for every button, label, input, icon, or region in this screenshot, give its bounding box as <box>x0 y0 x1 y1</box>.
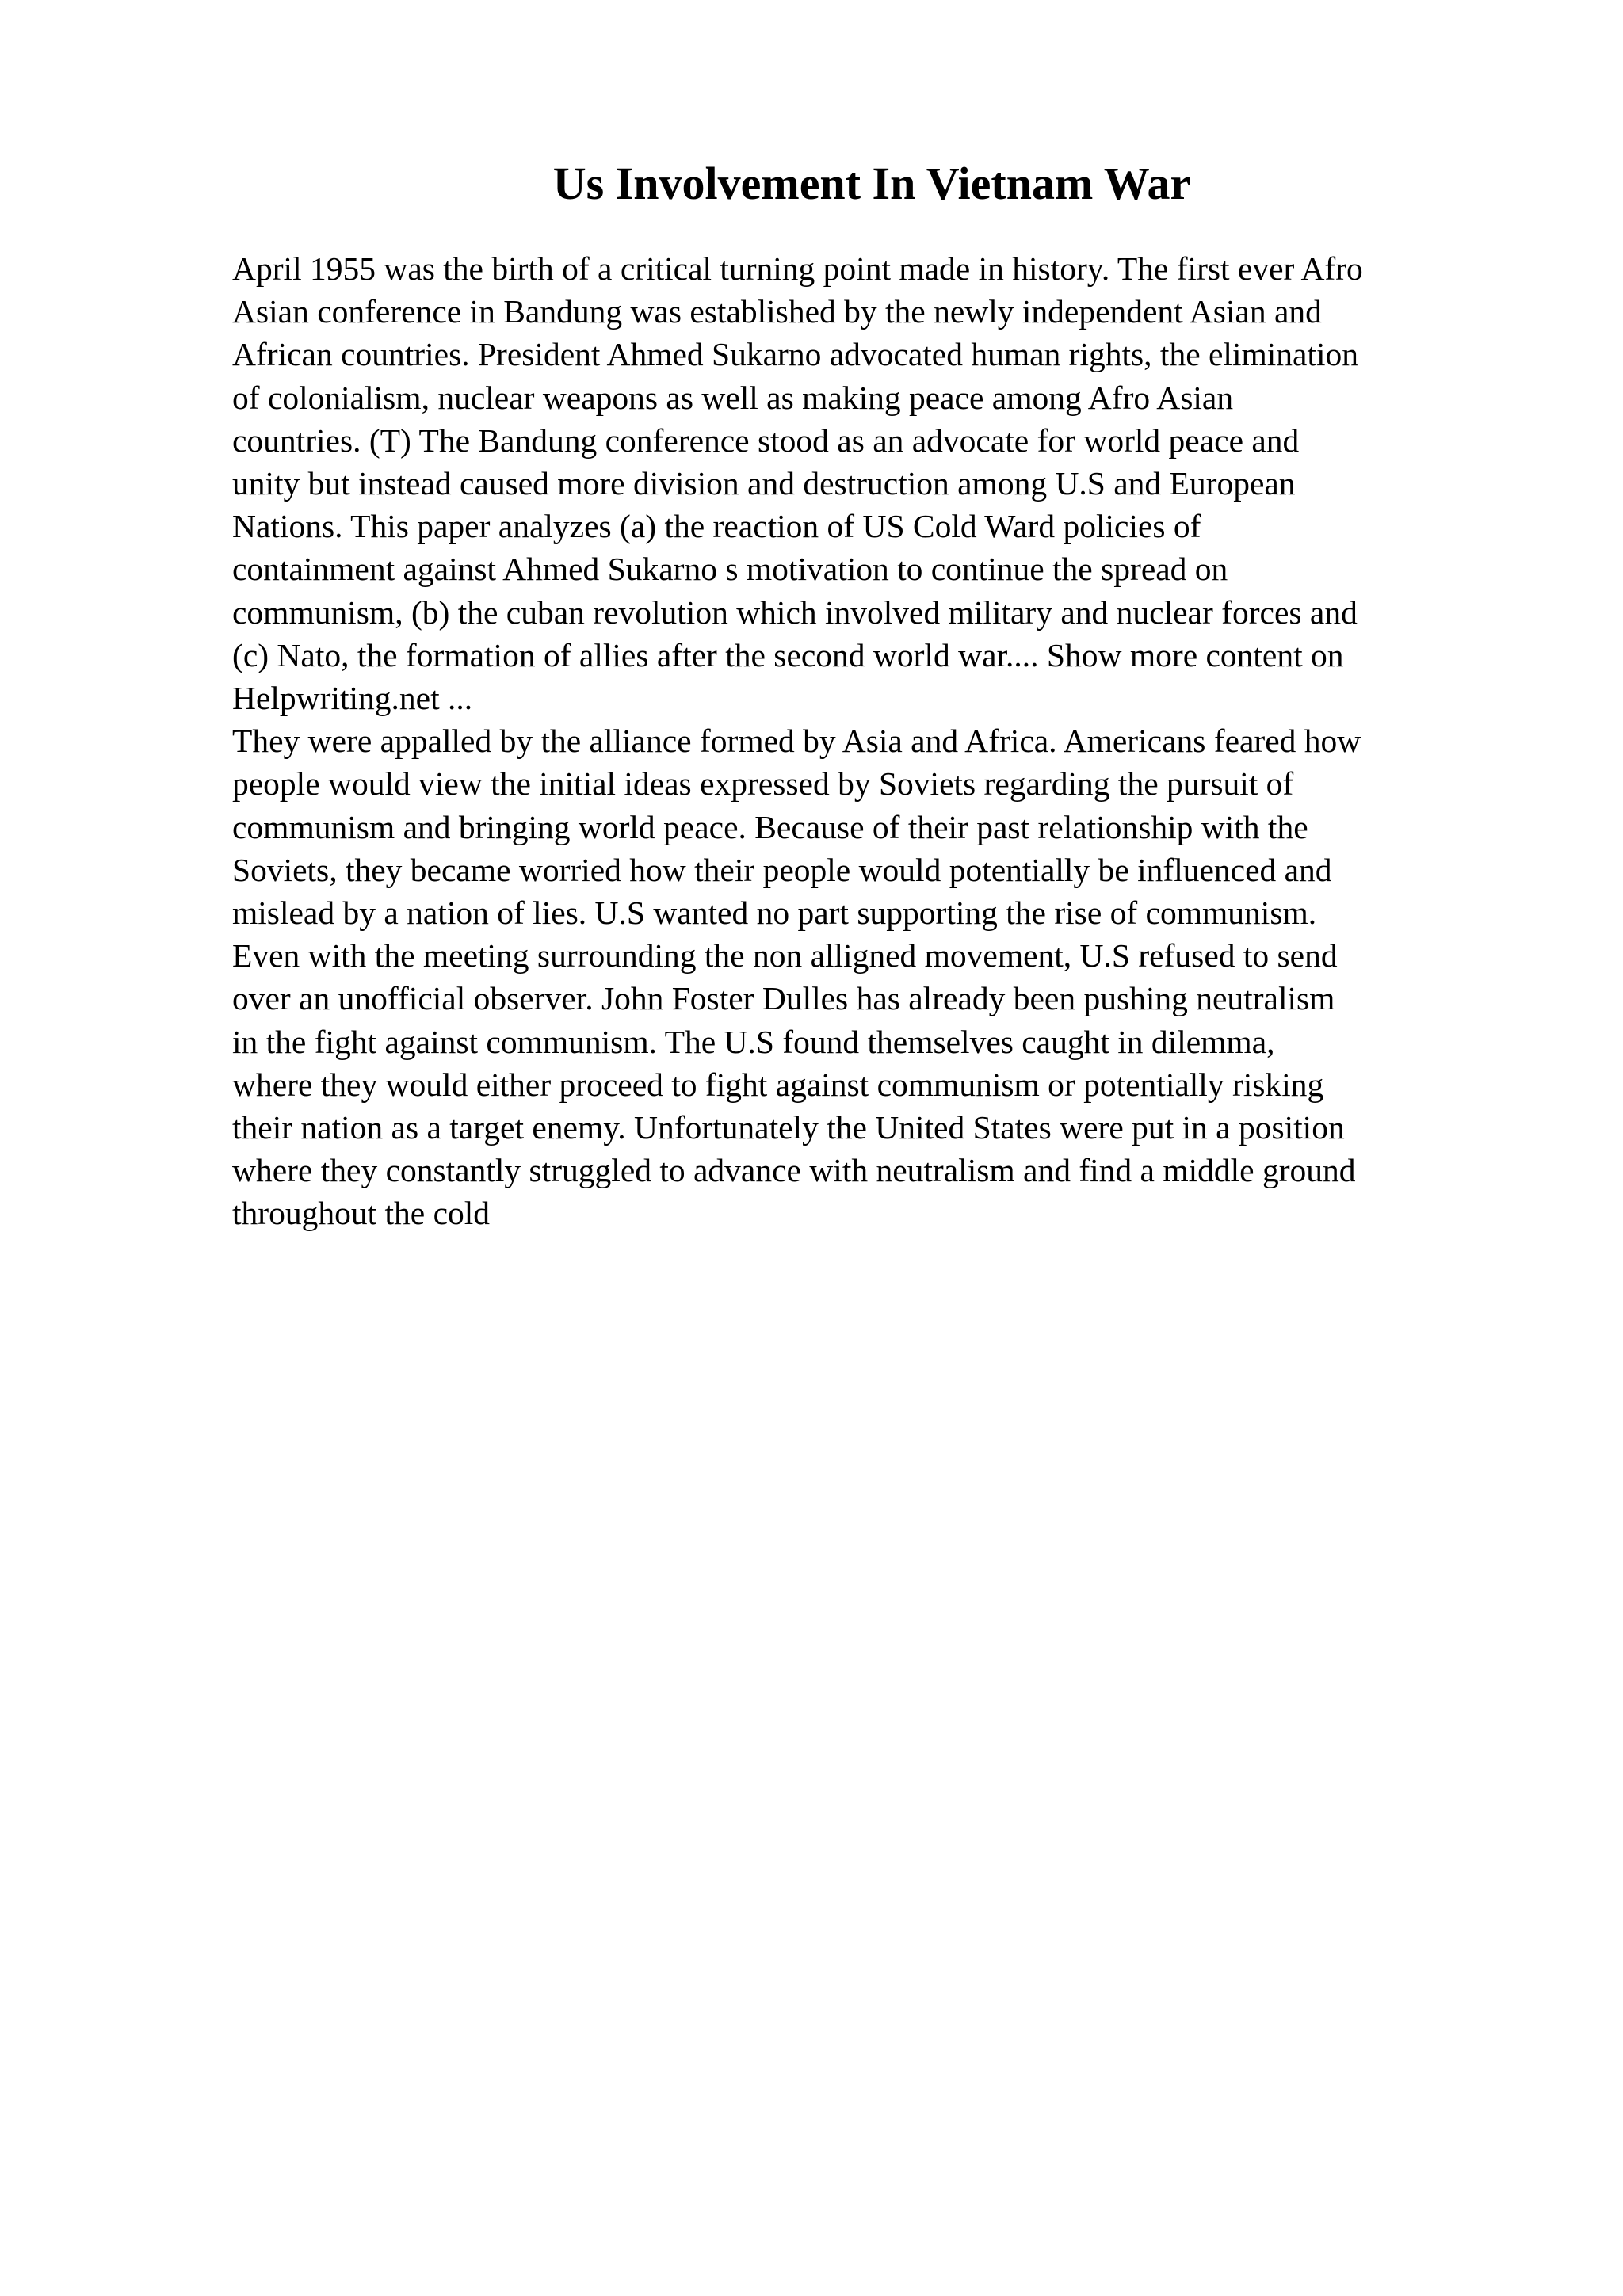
text-line: Soviets, they became worried how their people would potentially be influenced and <box>232 851 1332 888</box>
text-line: where they constantly struggled to advance with neutralism and find a middle ground <box>232 1152 1356 1189</box>
text-line: Even with the meeting surrounding the non alligned movement, U.S refused to send <box>232 937 1338 974</box>
text-line: communism, (b) the cuban revolution which involved military and nuclear forces and <box>232 593 1358 631</box>
text-line: Nations. This paper analyzes (a) the reaction of US Cold Ward policies of <box>232 508 1201 545</box>
text-line: They were appalled by the alliance formed by Asia and Africa. Americans feared how <box>232 723 1361 760</box>
text-line: over an unofficial observer. John Foster Dulles has already been pushing neutralism <box>232 980 1335 1017</box>
text-line: in the fight against communism. The U.S found themselves caught in dilemma, <box>232 1023 1275 1060</box>
document-body <box>232 247 1516 1235</box>
text-line: communism and bringing world peace. Because of their past relationship with the <box>232 808 1308 845</box>
text-line: (c) Nato, the formation of allies after the second world war.... Show more content on <box>232 636 1344 673</box>
text-line: of colonialism, nuclear weapons as well as making peace among Afro Asian <box>232 379 1234 416</box>
text-line: Helpwriting.net ... <box>232 680 473 717</box>
text-line: mislead by a nation of lies. U.S wanted no part supporting the rise of communism. <box>232 894 1317 932</box>
text-line: their nation as a target enemy. Unfortunately the United States were put in a position <box>232 1109 1345 1146</box>
text-line: containment against Ahmed Sukarno s motivation to continue the spread on <box>232 551 1228 588</box>
text-line: where they would either proceed to fight against communism or potentially risking <box>232 1066 1324 1103</box>
text-line: unity but instead caused more division and destruction among U.S and European <box>232 465 1296 502</box>
text-line: Asian conference in Bandung was established by the newly independent Asian and <box>232 293 1322 330</box>
text-line: throughout the cold <box>232 1195 491 1232</box>
text-line: countries. (T) The Bandung conference stood as an advocate for world peace and <box>232 421 1300 459</box>
text-line: African countries. President Ahmed Sukarno advocated human rights, the elimination <box>232 336 1359 373</box>
text-line: April 1955 was the birth of a critical turning point made in history. The first ever Afro <box>232 250 1363 287</box>
document-title: Us Involvement In Vietnam War <box>552 158 1191 209</box>
text-line: people would view the initial ideas expressed by Soviets regarding the pursuit of <box>232 765 1294 803</box>
